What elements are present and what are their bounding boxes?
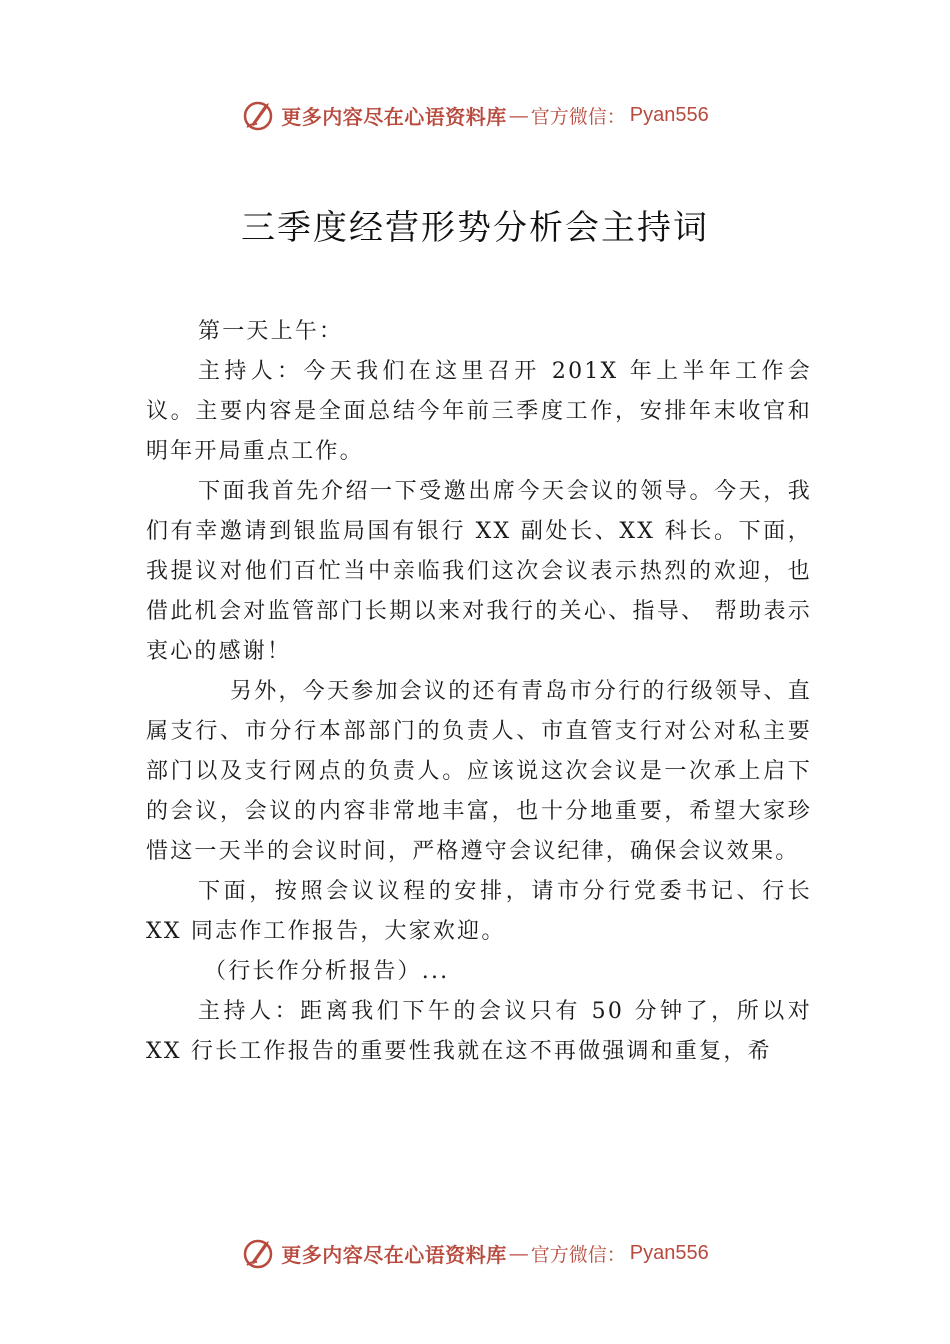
quill-logo-icon (241, 1235, 277, 1271)
watermark-text: 更多内容尽在心语资料库 (281, 1242, 507, 1267)
document-title: 三季度经营形势分析会主持词 (241, 208, 709, 248)
watermark-id: Pyan556 (629, 1241, 709, 1264)
paragraph-introduction: 下面我首先介绍一下受邀出席今天会议的领导。今天，我们有幸邀请到银监局国有银行 XX 副处长、XX 科长。下面，我提议对他们百忙当中亲临我们这次会议表示热烈的欢迎，也借此机会对监管部门长期以来对我行的关心、指导、 帮助表示衷心的感谢！ (146, 479, 812, 664)
paragraph-agenda: 下面，按照会议议程的安排，请市分行党委书记、行长 XX 同志作工作报告，大家欢迎。 (146, 879, 812, 944)
watermark-banner-bottom (0, 1233, 950, 1273)
paragraph-closing: 主持人：距离我们下午的会议只有 50 分钟了，所以对 XX 行长工作报告的重要性我就在这不再做强调和重复，希 (146, 999, 812, 1064)
paragraph-session: 第一天上午： (198, 319, 344, 344)
paragraph-opening: 主持人：今天我们在这里召开 201X 年上半年工作会议。主要内容是全面总结今年前三季度工作，安排年末收官和明年开局重点工作。 (146, 359, 812, 464)
watermark-text: 更多内容尽在心语资料库 (281, 104, 507, 129)
watermark-label: 官方微信： (530, 1243, 626, 1266)
document-body (146, 312, 812, 1072)
watermark-banner-top (0, 95, 950, 135)
paragraph-report-note: （行长作分析报告）... (204, 959, 450, 984)
watermark-id: Pyan556 (629, 103, 709, 126)
watermark-label: 官方微信： (530, 105, 626, 128)
quill-logo-icon (241, 97, 277, 133)
paragraph-attendees: 另外，今天参加会议的还有青岛市分行的行级领导、直属支行、市分行本部部门的负责人、市直管支行对公对私主要部门以及支行网点的负责人。应该说这次会议是一次承上启下的会议，会议的内容非常地丰富，也十分地重要，希望大家珍惜这一天半的会议时间，严格遵守会议纪律，确保会议效果。 (146, 679, 812, 864)
watermark-dash: — (508, 103, 529, 127)
watermark-dash: — (508, 1241, 529, 1265)
